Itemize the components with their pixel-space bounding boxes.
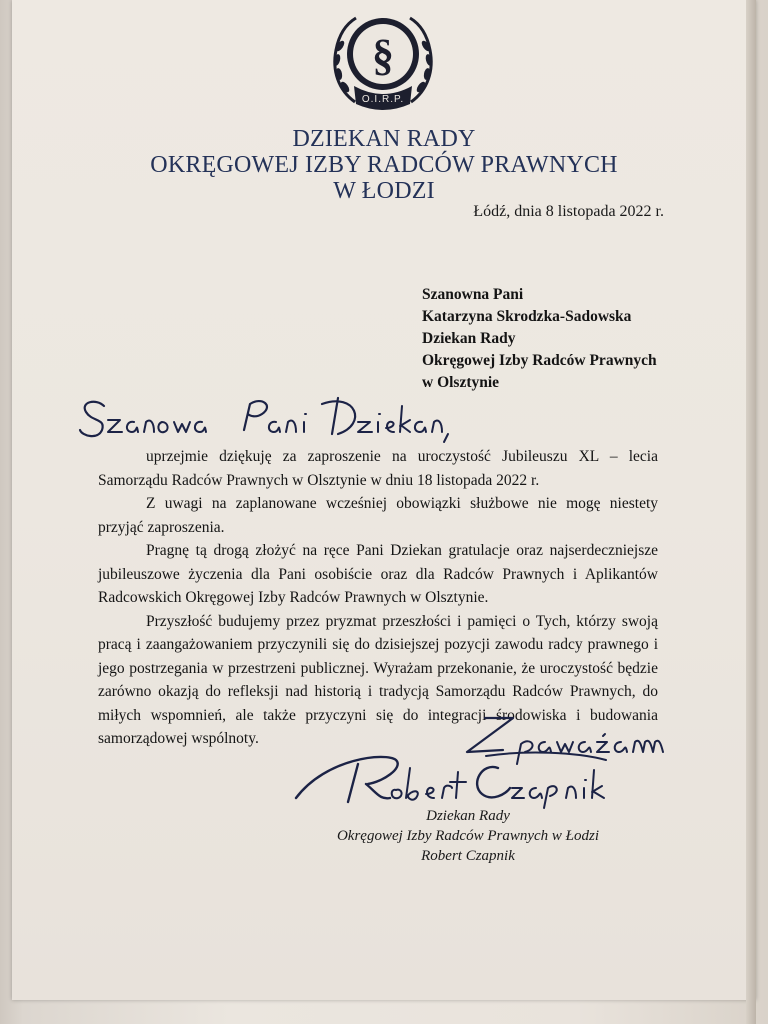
addressee-line-3: Dziekan Rady [422,330,516,347]
addressee-line-4: Okręgowej Izby Radców Prawnych [422,352,657,369]
addressee-line-1: Szanowna Pani [422,286,524,303]
addressee-line-5: w Olsztynie [422,374,500,391]
emblem-label: O.I.R.P. [361,94,405,105]
handwritten-salutation [76,384,476,454]
section-sign-symbol: § [372,31,394,80]
handwritten-signature [286,748,616,810]
letter-body [98,445,658,751]
signature-name: Robert Czapnik [421,848,515,864]
oirp-emblem-logo [330,6,436,114]
page-edge [746,0,756,1024]
body-paragraph-2: Z uwagi na zaplanowane wcześniej obowiązki służbowe nie mogę niestety przyjąć zaproszenia. [98,495,658,536]
signature-block [318,806,618,866]
addressee-name: Katarzyna Skrodzka-Sadowska [422,308,632,325]
signature-title: Dziekan Rady [426,808,510,824]
header-line-1: DZIEKAN RADY [292,126,476,152]
header-line-3: W ŁODZI [333,178,435,204]
body-paragraph-3: Pragnę tą drogą złożyć na ręce Pani Dziekan gratulacje oraz najserdeczniejsze jubileuszowe życzenia dla Pani osobiście oraz dla Radców Prawnych i Aplikantów Radcowskich Okręgowej Izby Radców Prawnych w Olsztynie. [98,542,658,606]
addressee-block [422,284,742,394]
body-paragraph-4: Przyszłość budujemy przez pryzmat przeszłości i pamięci o Tych, którzy swoją pracą i zaangażowaniem przyczynili się do dzisiejszej pozycji zawodu radcy prawnego i jego postrzegania w przestrzeni publicznej. Wyrażam przekonanie, że uroczystość będzie zarówno okazją do refleksji nad historią i tradycją Samorządu Radców Prawnych, do miłych wspomnień, ale także przyczyni się do integracji środowiska i budowania samorządowej wspólnoty. [98,612,658,747]
dateline: Łódź, dnia 8 listopada 2022 r. [473,203,664,220]
body-paragraph-1: uprzejmie dziękuję za zaproszenie na uroczystość Jubileuszu XL – lecia Samorządu Radców Prawnych w Olsztynie w dniu 18 listopada 2022 r. [98,448,658,489]
header-line-2: OKRĘGOWEJ IZBY RADCÓW PRAWNYCH [150,152,618,178]
signature-institution: Okręgowej Izby Radców Prawnych w Łodzi [336,828,600,844]
